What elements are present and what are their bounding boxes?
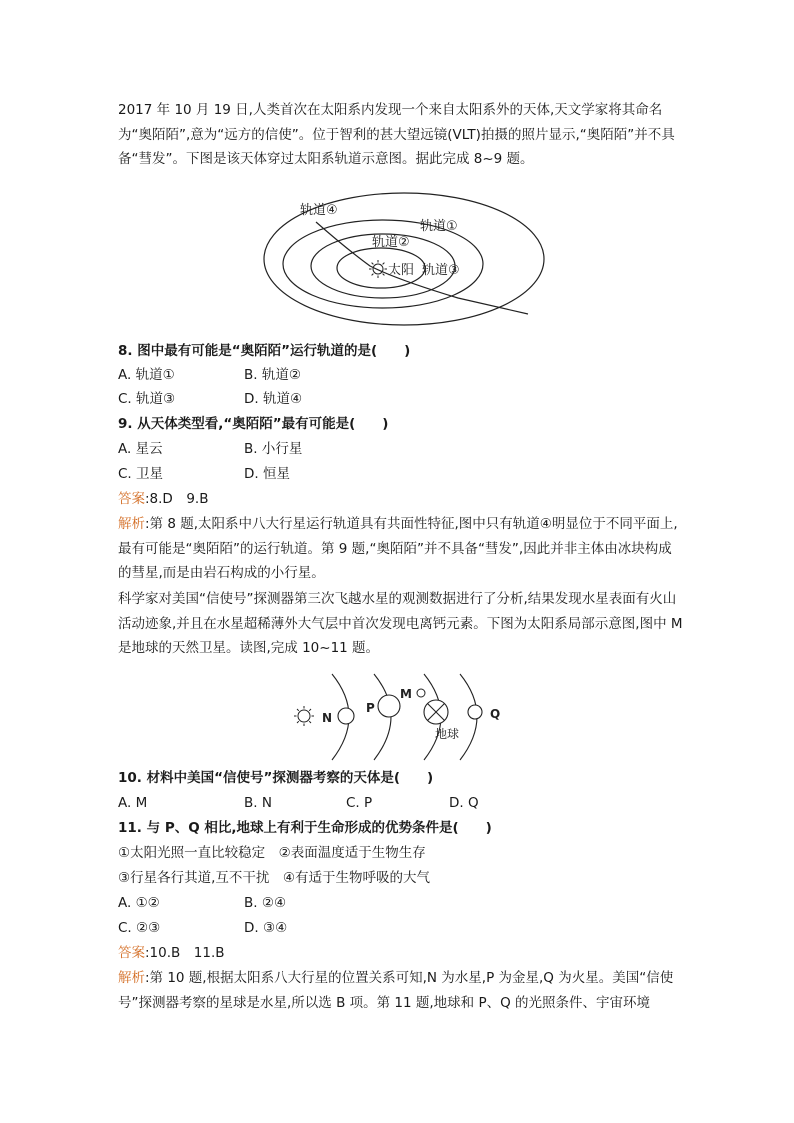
- question-8-option-a: A. 轨道①: [118, 367, 175, 383]
- orbit-3-label: 轨道③: [422, 263, 460, 278]
- question-10-option-c: C. P: [346, 795, 373, 811]
- answer-8-9: [118, 487, 208, 511]
- question-9-option-a: A. 星云: [118, 441, 163, 457]
- question-9-option-b: B. 小行星: [244, 441, 303, 457]
- planet-q: [468, 705, 482, 719]
- explanation-label: 解析: [118, 516, 145, 532]
- explanation-label: 解析: [118, 970, 145, 986]
- answer-text: :8.D 9.B: [145, 491, 209, 507]
- label-m: M: [400, 687, 412, 701]
- question-11-option-c: C. ②③: [118, 920, 161, 936]
- question-10-option-d: D. Q: [449, 795, 479, 811]
- sun-icon: [294, 706, 314, 726]
- question-8-option-d: D. 轨道④: [244, 391, 303, 407]
- sun-icon: [369, 260, 387, 278]
- question-9-stem: 9. 从天体类型看,“奥陌陌”最有可能是( ): [118, 416, 389, 432]
- earth-icon: [424, 700, 448, 724]
- explanation-10-11: [118, 966, 684, 1015]
- intro-paragraph-2: 科学家对美国“信使号”探测器第三次飞越水星的观测数据进行了分析,结果发现水星表面有火山活动迹象,并且在水星超稀薄外大气层中首次发现电离钙元素。下图为太阳系局部示意图,图中 M 是地球的天然卫星。读图,完成 10~11 题。: [118, 591, 683, 656]
- question-11-option-b: B. ②④: [244, 895, 287, 911]
- answer-label: 答案: [118, 945, 145, 961]
- answer-label: 答案: [118, 491, 145, 507]
- answer-10-11: [118, 941, 225, 965]
- solar-system-diagram: [288, 670, 508, 764]
- label-n: N: [322, 711, 333, 725]
- question-10-stem: 10. 材料中美国“信使号”探测器考察的天体是( ): [118, 770, 434, 786]
- question-8-option-c: C. 轨道③: [118, 391, 176, 407]
- planet-p: [378, 695, 400, 717]
- question-10-option-a: A. M: [118, 795, 148, 811]
- question-11-option-d: D. ③④: [244, 920, 288, 936]
- question-11-statements-1: ①太阳光照一直比较稳定 ②表面温度适于生物生存: [118, 845, 426, 861]
- sun-label: 太阳: [388, 263, 415, 278]
- label-earth: 地球: [435, 727, 460, 741]
- question-9-option-c: C. 卫星: [118, 466, 164, 482]
- planet-n: [338, 708, 354, 724]
- question-8-option-b: B. 轨道②: [244, 367, 301, 383]
- moon-m: [417, 689, 425, 697]
- question-8-stem: 8. 图中最有可能是“奥陌陌”运行轨道的是( ): [118, 343, 411, 359]
- explanation-8-9: [118, 512, 684, 586]
- label-p: P: [366, 701, 375, 715]
- answer-text: :10.B 11.B: [145, 945, 225, 961]
- orbit-1-label: 轨道①: [420, 219, 458, 234]
- question-10-option-b: B. N: [244, 795, 272, 811]
- explanation-text: :第 8 题,太阳系中八大行星运行轨道具有共面性特征,图中只有轨道④明显位于不同平面上,最有可能是“奥陌陌”的运行轨道。第 9 题,“奥陌陌”并不具备“彗发”,因此并非主体由冰块构成的彗星,而是由岩石构成的小行星。: [118, 516, 678, 581]
- orbit-2-label: 轨道②: [372, 235, 410, 250]
- intro-paragraph-1: 2017 年 10 月 19 日,人类首次在太阳系内发现一个来自太阳系外的天体,天文学家将其命名为“奥陌陌”,意为“远方的信使”。位于智利的甚大望远镜(VLT)拍摄的照片显示,“奥陌陌”并不具备“彗发”。下图是该天体穿过太阳系轨道示意图。据此完成 8~9 题。: [118, 102, 675, 167]
- orbit-4-label: 轨道④: [300, 203, 338, 218]
- question-11-option-a: A. ①②: [118, 895, 160, 911]
- label-q: Q: [490, 707, 501, 721]
- question-11-stem: 11. 与 P、Q 相比,地球上有利于生命形成的优势条件是( ): [118, 820, 492, 836]
- explanation-text: :第 10 题,根据太阳系八大行星的位置关系可知,N 为水星,P 为金星,Q 为火星。美国“信使号”探测器考察的星球是水星,所以选 B 项。第 11 题,地球和 P、Q 的光照条件、宇宙环境: [118, 970, 674, 1011]
- question-9-option-d: D. 恒星: [244, 466, 290, 482]
- question-11-statements-2: ③行星各行其道,互不干扰 ④有适于生物呼吸的大气: [118, 870, 430, 886]
- orbit-diagram: [258, 188, 550, 330]
